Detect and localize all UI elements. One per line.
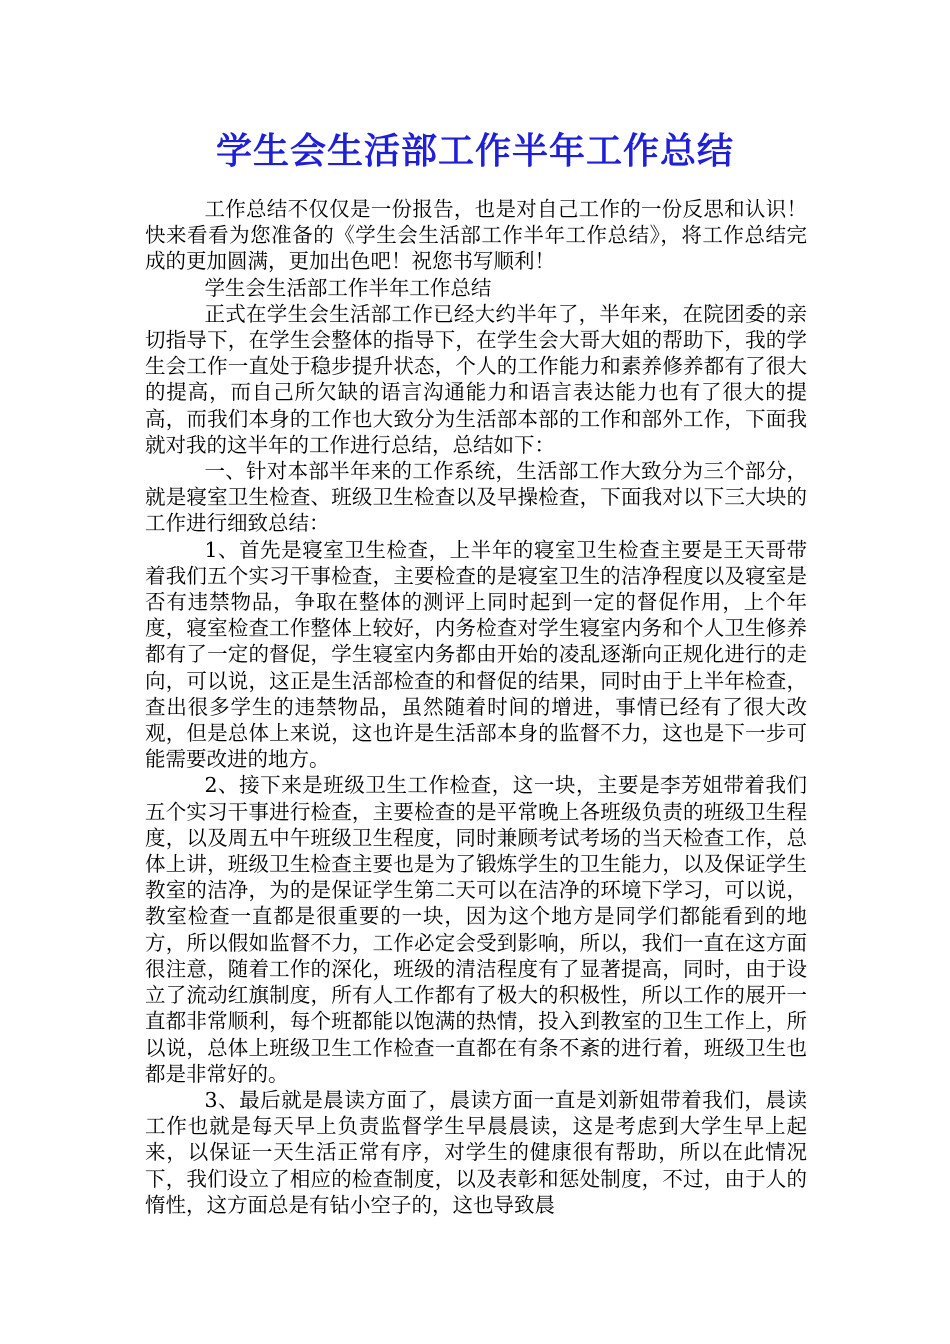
- paragraph-overview: 正式在学生会生活部工作已经大约半年了，半年来，在院团委的亲切指导下，在学生会整体的指导下，在学生会大哥大姐的帮助下，我的学生会工作一直处于稳步提升状态，个人的工作能力和素养修养都有了很大的提高，而自己所欠缺的语言沟通能力和语言表达能力也有了很大的提高，而我们本身的工作也大致分为生活部本部的工作和部外工作，下面我就对我的这半年的工作进行总结，总结如下：: [145, 301, 807, 457]
- paragraph-morning-reading: 3、最后就是晨读方面了，晨读方面一直是刘新姐带着我们，晨读工作也就是每天早上负责监督学生早晨晨读，这是考虑到大学生早上起来，以保证一天生活正常有序，对学生的健康很有帮助，所以在此情况下，我们设立了相应的检查制度，以及表彰和惩处制度，不过，由于人的惰性，这方面总是有钻小空子的，这也导致晨: [145, 1087, 807, 1217]
- paragraph-dorm-inspection: 1、首先是寝室卫生检查，上半年的寝室卫生检查主要是王天哥带着我们五个实习干事检查，主要检查的是寝室卫生的洁净程度以及寝室是否有违禁物品，争取在整体的测评上同时起到一定的督促作用，上个年度，寝室检查工作整体上较好，内务检查对学生寝室内务和个人卫生修养都有了一定的督促，学生寝室内务都由开始的凌乱逐渐向正规化进行的走向，可以说，这正是生活部检查的和督促的结果，同时由于上半年检查，查出很多学生的违禁物品，虽然随着时间的增进，事情已经有了很大改观，但是总体上来说，这也许是生活部本身的监督不力，这也是下一步可能需要改进的地方。: [145, 537, 807, 772]
- paragraph-subtitle: 学生会生活部工作半年工作总结: [204, 275, 492, 300]
- paragraph-class-inspection: 2、接下来是班级卫生工作检查，这一块，主要是李芳姐带着我们五个实习干事进行检查，主要检查的是平常晚上各班级负责的班级卫生程度，以及周五中午班级卫生程度，同时兼顾考试考场的当天检查工作，总体上讲，班级卫生检查主要也是为了锻炼学生的卫生能力，以及保证学生教室的洁净，为的是保证学生第二天可以在洁净的环境下学习，可以说，教室检查一直都是很重要的一块，因为这个地方是同学们都能看到的地方，所以假如监督不力，工作必定会受到影响，所以，我们一直在这方面很注意，随着工作的深化，班级的清洁程度有了显著提高，同时，由于设立了流动红旗制度，所有人工作都有了极大的积极性，所以工作的展开一直都非常顺利，每个班都能以饱满的热情，投入到教室的卫生工作上，所以说，总体上班级卫生工作检查一直都在有条不紊的进行着，班级卫生也都是非常好的。: [145, 773, 807, 1086]
- document-body: [145, 196, 807, 1218]
- paragraph-intro: 工作总结不仅仅是一份报告，也是对自己工作的一份反思和认识！快来看看为您准备的《学生会生活部工作半年工作总结》，将工作总结完成的更加圆满，更加出色吧！祝您书写顺利！: [145, 197, 807, 274]
- document-title: 学生会生活部工作半年工作总结: [215, 131, 734, 172]
- paragraph-section-one: 一、针对本部半年来的工作系统，生活部工作大致分为三个部分，就是寝室卫生检查、班级卫生检查以及早操检查，下面我对以下三大块的工作进行细致总结：: [145, 459, 807, 536]
